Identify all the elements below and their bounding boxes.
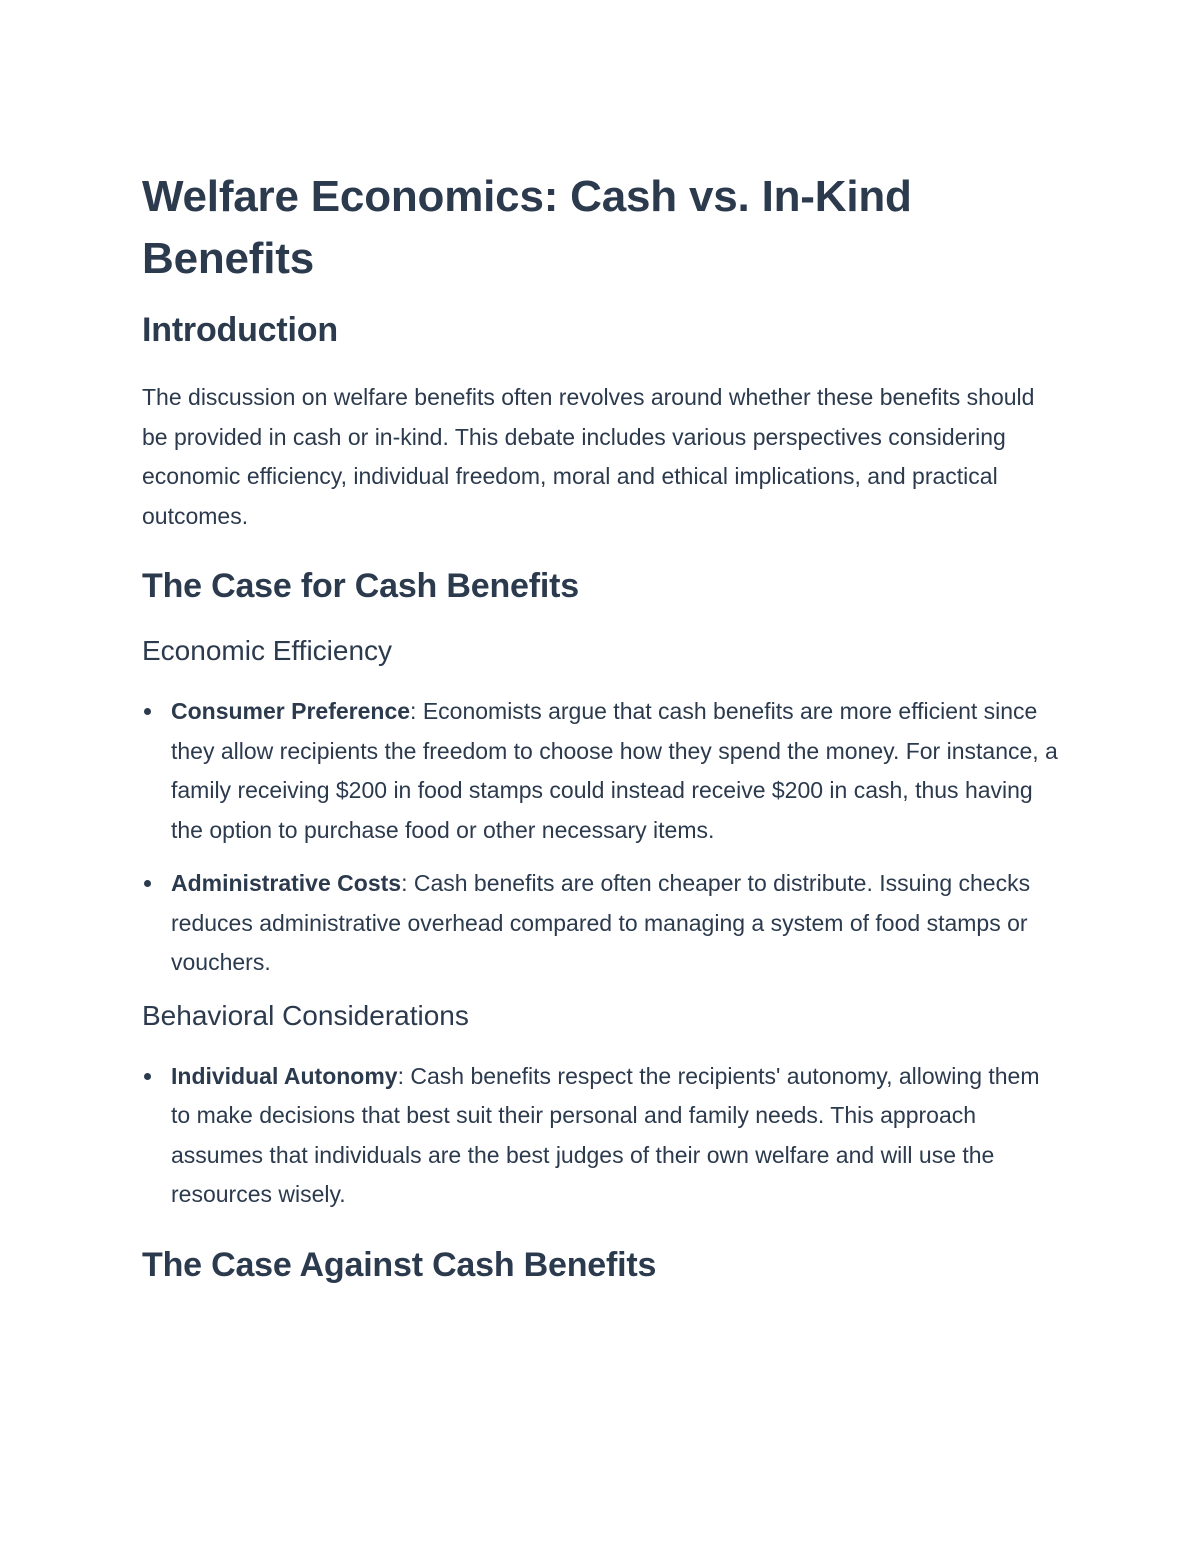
list-item-term: Individual Autonomy: [171, 1062, 398, 1089]
section-heading-case-against-cash: The Case Against Cash Benefits: [142, 1245, 657, 1284]
list-item-term: Consumer Preference: [171, 698, 411, 724]
list-item-term: Administrative Costs: [171, 870, 402, 896]
bullet-icon: [144, 708, 151, 715]
behavioral-considerations-list: [142, 1057, 1062, 1215]
introduction-paragraph: The discussion on welfare benefits often revolves around whether these benefits should be provided in cash or in-kind. This debate includes various perspectives considering economic efficiency, individual freedom, moral and ethical implications, and practical outcomes.: [142, 384, 1035, 529]
subsection-heading-economic-efficiency: Economic Efficiency: [142, 635, 393, 666]
page-title: Welfare Economics: Cash vs. In-Kind Benefits: [142, 172, 912, 283]
document-page: [142, 166, 1062, 1287]
bullet-icon: [144, 880, 151, 887]
section-heading-case-for-cash: The Case for Cash Benefits: [142, 567, 579, 605]
list-item: [142, 1057, 1062, 1215]
section-heading-introduction: Introduction: [142, 311, 338, 349]
list-item: [142, 692, 1062, 850]
bullet-icon: [144, 1073, 151, 1080]
subsection-heading-behavioral-considerations: Behavioral Considerations: [142, 999, 469, 1031]
list-item-text: : Cash benefits respect the recipients' autonomy, allowing them to make decisions that best suit their personal and family needs. This approach assumes that individuals are the best judges of their own welfare and will use the resources wisely.: [171, 1062, 1040, 1207]
list-item: [142, 864, 1062, 983]
economic-efficiency-list: [142, 692, 1062, 983]
list-item-text: : Economists argue that cash benefits are more efficient since they allow recipients the freedom to choose how they spend the money. For instance, a family receiving $200 in food stamps could instead receive $200 in cash, thus having the option to purchase food or other necessary items.: [171, 698, 1058, 843]
list-item-text: : Cash benefits are often cheaper to distribute. Issuing checks reduces administrative overhead compared to managing a system of food stamps or vouchers.: [171, 870, 1031, 975]
